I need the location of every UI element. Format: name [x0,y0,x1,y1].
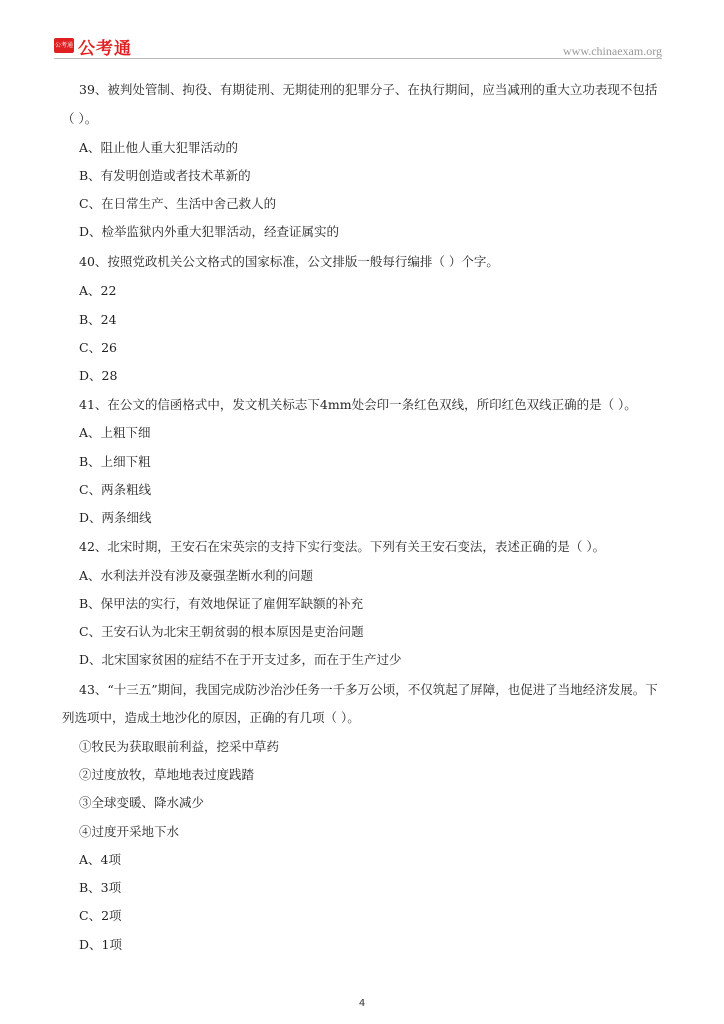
q42-option-b: B、保甲法的实行，有效地保证了雇佣军缺额的补充 [79,596,364,611]
q40-option-a: A、22 [79,283,117,298]
page-number: 4 [358,998,366,1009]
q41-option-a: A、上粗下细 [79,425,151,440]
q43-statement-4: ④过度开采地下水 [79,824,180,839]
logo-icon: 公考通 [54,38,74,53]
q41-option-c: C、两条粗线 [79,482,152,497]
q39-stem-cont: （ ）。 [62,111,98,126]
q43-option-b: B、3项 [79,880,122,895]
q39-option-d: D、检举监狱内外重大犯罪活动，经查证属实的 [79,224,340,239]
q43-option-d: D、1项 [79,937,122,952]
q39-option-b: B、有发明创造或者技术革新的 [79,168,251,183]
site-url: www.chinaexam.org [563,44,662,58]
header-divider [54,58,662,59]
q42-stem: 42、北宋时期，王安石在宋英宗的支持下实行变法。下列有关王安石变法，表述正确的是（ ）。 [79,539,606,554]
q43-statement-2: ②过度放牧，草地地表过度践踏 [79,767,255,782]
logo-text: 公考通 [78,39,132,59]
q39-option-a: A、阻止他人重大犯罪活动的 [79,140,239,155]
q40-option-d: D、28 [79,368,118,383]
q42-option-c: C、王安石认为北宋王朝贫弱的根本原因是吏治问题 [79,624,364,639]
q40-stem: 40、按照党政机关公文格式的国家标准，公文排版一般每行编排（ ）个字。 [79,254,499,269]
q41-option-d: D、两条细线 [79,510,152,525]
q41-option-b: B、上细下粗 [79,454,151,469]
page-header [0,0,724,70]
q39-stem: 39、被判处管制、拘役、有期徒刑、无期徒刑的犯罪分子、在执行期间，应当减刑的重大立功表现不包括 [79,82,658,97]
q43-statement-1: ①牧民为获取眼前利益，挖采中草药 [79,739,280,754]
q42-option-a: A、水利法并没有涉及豪强垄断水利的问题 [79,568,314,583]
q39-option-c: C、在日常生产、生活中舍己救人的 [79,196,277,211]
q43-stem-cont: 列选项中，造成土地沙化的原因，正确的有几项（ ）。 [62,710,360,725]
q43-option-c: C、2项 [79,908,122,923]
q41-stem: 41、在公文的信函格式中，发文机关标志下4mm处会印一条红色双线，所印红色双线正确的是（ ）。 [79,397,637,412]
q40-option-b: B、24 [79,312,117,327]
q43-statement-3: ③全球变暖、降水减少 [79,795,205,810]
q43-stem: 43、“十三五”期间，我国完成防沙治沙任务一千多万公顷，不仅筑起了屏障，也促进了当地经济发展。下 [79,682,658,697]
q40-option-c: C、26 [79,340,117,355]
q43-option-a: A、4项 [79,852,121,867]
q42-option-d: D、北宋国家贫困的症结不在于开支过多，而在于生产过少 [79,652,402,667]
